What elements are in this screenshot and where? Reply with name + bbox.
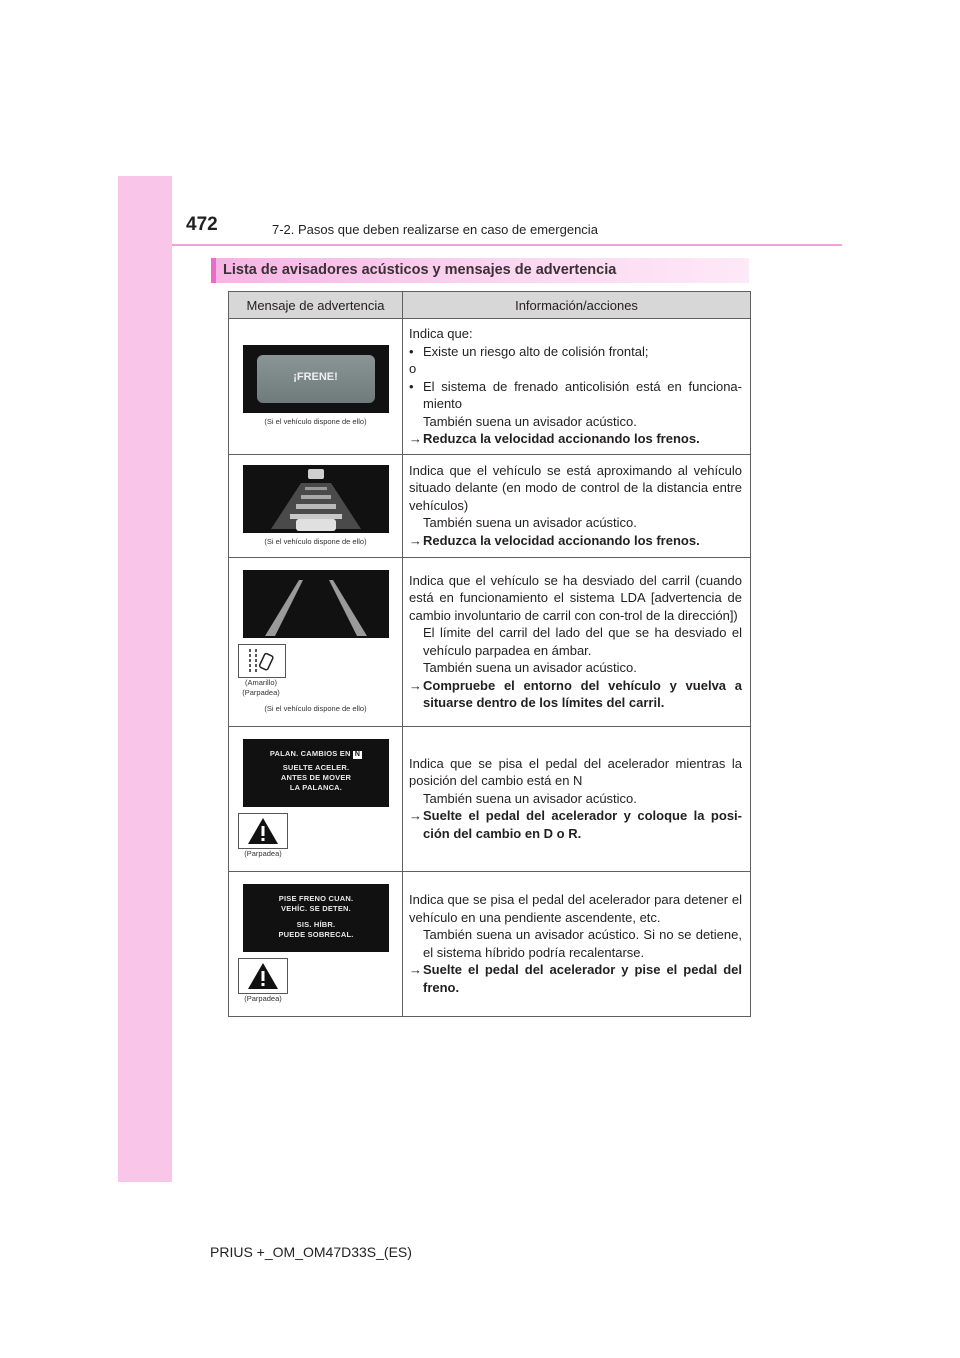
lane-departure-screen: [243, 570, 389, 638]
screen-line: SIS. HÍBR.: [296, 919, 336, 929]
availability-caption: (Si el vehículo dispone de ello): [264, 417, 367, 427]
section-title: 7-2. Pasos que deben realizarse en caso de emergencia: [272, 222, 598, 237]
table-row: [229, 726, 751, 871]
table-row: [229, 454, 751, 557]
lane-graphic: [243, 570, 389, 638]
screen-line: VEHÍC. SE DETEN.: [281, 903, 351, 913]
info-intro: Indica que el vehículo se ha desviado del carril (cuando está en funcionamiento el sistema LDA [advertencia de cambio involuntario de carril con con-trol de la dirección]): [409, 572, 742, 623]
info-intro: Indica que se pisa el pedal del acelerador mientras la posición del cambio está en N: [409, 755, 742, 789]
availability-caption: (Si el vehículo dispone de ello): [264, 703, 367, 713]
screen-line: PISE FRENO CUAN.: [278, 893, 354, 903]
screen-line: PALAN. CAMBIOS EN: [269, 748, 351, 758]
info-intro: Indica que se pisa el pedal del acelerador para detener el vehículo en una pendiente ascendente, etc.: [409, 892, 742, 925]
info-note: También suena un avisador acústico.: [423, 413, 637, 429]
info-or: o: [409, 361, 417, 376]
warning-image-cell: [229, 726, 403, 871]
info-cell: [403, 319, 751, 455]
info-cell: [403, 726, 751, 871]
info-note: También suena un avisador acústico.: [423, 660, 637, 675]
action-line: → Compruebe el entorno del vehículo y vuelva a situarse dentro de los límites del carril.: [409, 677, 742, 710]
action-line: → Suelte el pedal del acelerador y coloque la posi-ción del cambio en D o R.: [409, 808, 742, 841]
screen-line: PUEDE SOBRECAL.: [278, 929, 354, 939]
column-header-message: Mensaje de advertencia: [229, 292, 403, 319]
info-cell: [403, 454, 751, 557]
info-cell: [403, 557, 751, 726]
table-row: [229, 319, 751, 455]
action-line: → Reduzca la velocidad accionando los frenos.: [409, 532, 700, 548]
screen-line: SUELTE ACELER.: [282, 762, 350, 772]
info-intro: Indica que el vehículo se está aproximando al vehículo situado delante (en modo de control de la distancia entre vehículos): [409, 462, 742, 513]
margin-color-strip: [118, 176, 172, 1182]
column-header-info: Información/acciones: [403, 292, 751, 319]
page-number: 472: [186, 214, 218, 235]
icon-caption-color: (Amarillo): [244, 677, 278, 687]
warning-triangle-icon: [238, 813, 288, 849]
info-note: También suena un avisador acústico.: [423, 790, 637, 806]
table-row: [229, 557, 751, 726]
icon-caption-flash: (Parpadea): [244, 848, 282, 858]
icon-caption-flash: (Parpadea): [242, 687, 280, 697]
warning-image-cell: [229, 454, 403, 557]
action-line: → Reduzca la velocidad accionando los frenos.: [409, 431, 700, 446]
info-note: También suena un avisador acústico.: [423, 515, 637, 531]
heading-accent: [211, 258, 216, 283]
gear-n-badge: N: [354, 750, 361, 758]
warning-table: [228, 291, 751, 1017]
icon-caption-flash: (Parpadea): [244, 993, 282, 1003]
table-row: [229, 871, 751, 1016]
distance-warning-screen: [243, 465, 389, 533]
heading-text: Lista de avisadores acústicos y mensajes de advertencia: [223, 262, 617, 278]
warning-image-cell: [229, 557, 403, 726]
lane-departure-icon: [238, 644, 286, 678]
info-cell: [403, 871, 751, 1016]
availability-caption: (Si el vehículo dispone de ello): [264, 536, 367, 546]
hybrid-overheat-screen: [243, 884, 389, 952]
shift-warning-screen: [243, 739, 389, 807]
bullet-item: • El sistema de frenado anticolisión está en funciona-miento: [409, 378, 742, 411]
bullet-item: • Existe un riesgo alto de colisión frontal;: [409, 343, 649, 359]
brake-warning-screen: [243, 345, 389, 413]
warning-image-cell: [229, 871, 403, 1016]
section-heading: [211, 258, 749, 283]
document-code: PRIUS +_OM_OM47D33S_(ES): [210, 1244, 412, 1260]
action-line: → Suelte el pedal del acelerador y pise el pedal del freno.: [409, 962, 742, 995]
screen-line: LA PALANCA.: [289, 782, 343, 792]
screen-line: ANTES DE MOVER: [280, 772, 352, 782]
header-rule: [172, 244, 842, 246]
warning-image-cell: [229, 319, 403, 455]
warning-triangle-icon: [238, 958, 288, 994]
table-header-row: [229, 292, 751, 319]
approach-graphic: [243, 465, 389, 533]
brake-message: ¡FRENE!: [293, 371, 338, 384]
info-note: El límite del carril del lado del que se ha desviado el vehículo parpadea en ámbar.: [423, 625, 742, 658]
info-note: También suena un avisador acústico. Si no se detiene, el sistema híbrido podría recalentarse.: [423, 927, 742, 960]
info-intro: Indica que:: [409, 326, 473, 341]
